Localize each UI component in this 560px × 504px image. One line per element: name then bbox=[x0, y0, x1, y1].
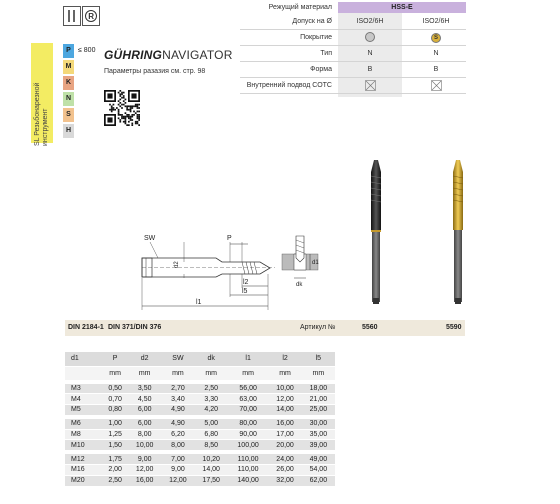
dk-label: dk bbox=[296, 282, 303, 288]
property-label-3: Форма bbox=[310, 66, 332, 73]
column-header-dk: dk bbox=[195, 352, 228, 366]
property-1-c2 bbox=[407, 32, 465, 43]
standard-din-2184: DIN 2184-1 bbox=[68, 324, 104, 331]
table-header-row bbox=[65, 352, 335, 366]
material-group-n-value bbox=[78, 92, 102, 106]
cell-sw: 6,20 bbox=[161, 429, 194, 440]
cell-dk: 3,30 bbox=[195, 394, 228, 405]
cell-l5: 39,00 bbox=[302, 440, 335, 451]
l2-label: l2 bbox=[243, 279, 249, 286]
l1-label: l1 bbox=[196, 299, 202, 306]
cell-sw: 9,00 bbox=[161, 465, 194, 476]
table-row[interactable] bbox=[65, 454, 335, 465]
property-2-c2: N bbox=[433, 50, 439, 57]
cell-l2: 20,00 bbox=[268, 440, 301, 451]
table-row[interactable] bbox=[65, 394, 335, 405]
cell-l1: 90,00 bbox=[228, 429, 269, 440]
column-header-l5: l5 bbox=[302, 352, 335, 366]
property-1-c1 bbox=[341, 32, 399, 46]
cell-d2: 12,00 bbox=[128, 465, 161, 476]
cell-dk: 14,00 bbox=[195, 465, 228, 476]
cell-d2: 9,00 bbox=[128, 454, 161, 465]
cell-d1: M12 bbox=[65, 454, 102, 465]
material-group-s-value bbox=[78, 108, 102, 122]
cell-sw: 2,70 bbox=[161, 383, 194, 394]
cell-l1: 140,00 bbox=[228, 475, 269, 486]
cell-d1: M16 bbox=[65, 465, 102, 476]
cell-p: 1,00 bbox=[102, 418, 128, 429]
cell-dk: 6,80 bbox=[195, 429, 228, 440]
cell-l2: 16,00 bbox=[268, 418, 301, 429]
cell-dk: 2,50 bbox=[195, 383, 228, 394]
cell-d1: M10 bbox=[65, 440, 102, 451]
property-label-4: Внутренний подвод СОТС bbox=[246, 82, 332, 89]
coating-icon bbox=[365, 32, 375, 42]
cell-l1: 110,00 bbox=[228, 454, 269, 465]
cell-l5: 35,00 bbox=[302, 429, 335, 440]
cell-p: 2,50 bbox=[102, 475, 128, 486]
column-header-sw: SW bbox=[161, 352, 194, 366]
brand-bold: GÜHRING bbox=[104, 48, 163, 62]
unit-cell: mm bbox=[228, 366, 269, 380]
cell-p: 1,75 bbox=[102, 454, 128, 465]
cell-d1: M5 bbox=[65, 405, 102, 416]
property-0-c2: ISO2/6H bbox=[422, 18, 450, 25]
cell-d1: M6 bbox=[65, 418, 102, 429]
dimension-table bbox=[65, 352, 335, 487]
property-label-1: Покрытие bbox=[300, 34, 332, 41]
cell-sw: 8,00 bbox=[161, 440, 194, 451]
cell-dk: 8,50 bbox=[195, 440, 228, 451]
cell-l5: 49,00 bbox=[302, 454, 335, 465]
no-coolant-icon bbox=[431, 80, 442, 91]
cell-l5: 62,00 bbox=[302, 475, 335, 486]
material-group-p-value: ≤ 800 bbox=[78, 47, 96, 54]
article-5590[interactable]: 5590 bbox=[446, 324, 462, 331]
cell-d2: 16,00 bbox=[128, 475, 161, 486]
no-coolant-icon bbox=[365, 80, 376, 91]
cell-l2: 10,00 bbox=[268, 383, 301, 394]
property-label-2: Тип bbox=[320, 50, 332, 57]
side-tab-caption-line1: SL Резьбонарезной bbox=[34, 82, 41, 146]
cell-d2: 3,50 bbox=[128, 383, 161, 394]
side-tab-caption bbox=[34, 46, 50, 146]
property-divider bbox=[240, 45, 466, 46]
unit-cell: mm bbox=[268, 366, 301, 380]
cell-l1: 80,00 bbox=[228, 418, 269, 429]
cell-sw: 7,00 bbox=[161, 454, 194, 465]
table-row[interactable] bbox=[65, 405, 335, 416]
material-group-h: H bbox=[63, 124, 74, 138]
column-header-d2: d2 bbox=[128, 352, 161, 366]
material-group-m-value bbox=[78, 60, 102, 74]
unit-cell: mm bbox=[128, 366, 161, 380]
table-row[interactable] bbox=[65, 465, 335, 476]
cell-l5: 18,00 bbox=[302, 383, 335, 394]
tap-5560-image bbox=[363, 158, 389, 308]
material-group-k-value bbox=[78, 76, 102, 90]
column-header-l1: l1 bbox=[228, 352, 269, 366]
property-divider bbox=[240, 77, 466, 78]
l5-label: l5 bbox=[242, 288, 248, 295]
tap-5590-image bbox=[445, 158, 471, 308]
property-divider bbox=[240, 93, 466, 94]
cell-d1: M20 bbox=[65, 475, 102, 486]
cell-d2: 8,00 bbox=[128, 429, 161, 440]
cell-d2: 6,00 bbox=[128, 405, 161, 416]
cell-l2: 14,00 bbox=[268, 405, 301, 416]
brand-logo bbox=[104, 48, 233, 62]
cutting-data-note: Параметры разазия см. стр. 98 bbox=[104, 68, 206, 75]
column-header-p: P bbox=[102, 352, 128, 366]
cell-d1: M3 bbox=[65, 383, 102, 394]
cell-l2: 17,00 bbox=[268, 429, 301, 440]
table-row[interactable] bbox=[65, 383, 335, 394]
qr-code-icon[interactable] bbox=[104, 90, 140, 126]
article-5560[interactable]: 5560 bbox=[362, 324, 378, 331]
cell-p: 1,50 bbox=[102, 440, 128, 451]
cell-d2: 10,00 bbox=[128, 440, 161, 451]
cell-l2: 24,00 bbox=[268, 454, 301, 465]
cell-dk: 5,00 bbox=[195, 418, 228, 429]
property-divider bbox=[240, 61, 466, 62]
d1-label: d1 bbox=[312, 260, 319, 266]
cell-dk: 17,50 bbox=[195, 475, 228, 486]
article-label: Артикул № bbox=[300, 324, 336, 331]
norm-icon bbox=[63, 6, 81, 26]
unit-cell bbox=[65, 366, 102, 380]
cell-p: 0,80 bbox=[102, 405, 128, 416]
column-header-d1: d1 bbox=[65, 352, 102, 366]
cell-l1: 63,00 bbox=[228, 394, 269, 405]
cell-l2: 12,00 bbox=[268, 394, 301, 405]
material-group-k: K bbox=[63, 76, 74, 90]
material-group-n: N bbox=[63, 92, 74, 106]
table-row[interactable] bbox=[65, 440, 335, 451]
cell-l1: 56,00 bbox=[228, 383, 269, 394]
unit-cell: mm bbox=[195, 366, 228, 380]
cell-sw: 12,00 bbox=[161, 475, 194, 486]
standard-din-371: DIN 371/DIN 376 bbox=[108, 324, 162, 331]
cell-dk: 4,20 bbox=[195, 405, 228, 416]
d2-label: d2 bbox=[174, 261, 180, 268]
cell-l2: 26,00 bbox=[268, 465, 301, 476]
cell-p: 2,00 bbox=[102, 465, 128, 476]
unit-cell: mm bbox=[161, 366, 194, 380]
sw-label: SW bbox=[144, 235, 156, 242]
svg-text:R: R bbox=[88, 12, 94, 21]
cell-l5: 25,00 bbox=[302, 405, 335, 416]
material-group-p: P bbox=[63, 44, 74, 58]
material-group-h-value bbox=[78, 124, 102, 138]
cell-p: 1,25 bbox=[102, 429, 128, 440]
right-hand-icon bbox=[82, 6, 100, 26]
cell-sw: 3,40 bbox=[161, 394, 194, 405]
cutting-material-value: HSS-E bbox=[338, 2, 466, 13]
cell-l5: 54,00 bbox=[302, 465, 335, 476]
tap-dimension-drawing bbox=[130, 228, 340, 316]
cell-d2: 6,00 bbox=[128, 418, 161, 429]
pitch-label: P bbox=[227, 235, 232, 242]
unit-cell: mm bbox=[102, 366, 128, 380]
material-group-s: S bbox=[63, 108, 74, 122]
side-tab-caption-line2: инструмент bbox=[42, 108, 49, 146]
cell-p: 0,50 bbox=[102, 383, 128, 394]
cell-d2: 4,50 bbox=[128, 394, 161, 405]
units-row bbox=[65, 366, 335, 380]
material-group-m: M bbox=[63, 60, 74, 74]
unit-cell: mm bbox=[302, 366, 335, 380]
cell-l5: 21,00 bbox=[302, 394, 335, 405]
cell-sw: 4,90 bbox=[161, 418, 194, 429]
cell-dk: 10,20 bbox=[195, 454, 228, 465]
cell-l1: 110,00 bbox=[228, 465, 269, 476]
cell-d1: M8 bbox=[65, 429, 102, 440]
cell-d1: M4 bbox=[65, 394, 102, 405]
property-0-c1: ISO2/6H bbox=[356, 18, 384, 25]
table-row[interactable] bbox=[65, 475, 335, 486]
property-2-c1: N bbox=[367, 50, 373, 57]
cell-l1: 100,00 bbox=[228, 440, 269, 451]
property-3-c1: B bbox=[367, 66, 373, 73]
cell-p: 0,70 bbox=[102, 394, 128, 405]
column-header-l2: l2 bbox=[268, 352, 301, 366]
table-row[interactable] bbox=[65, 418, 335, 429]
cutting-material-label: Режущий материал bbox=[268, 4, 332, 11]
brand-light: NAVIGATOR bbox=[162, 48, 233, 62]
property-divider bbox=[240, 29, 466, 30]
property-3-c2: B bbox=[433, 66, 439, 73]
cell-l1: 70,00 bbox=[228, 405, 269, 416]
cell-sw: 4,90 bbox=[161, 405, 194, 416]
table-row[interactable] bbox=[65, 429, 335, 440]
cell-l5: 30,00 bbox=[302, 418, 335, 429]
coating-icon: S bbox=[431, 33, 441, 43]
property-label-0: Допуск на Ø bbox=[292, 18, 332, 25]
cell-l2: 32,00 bbox=[268, 475, 301, 486]
